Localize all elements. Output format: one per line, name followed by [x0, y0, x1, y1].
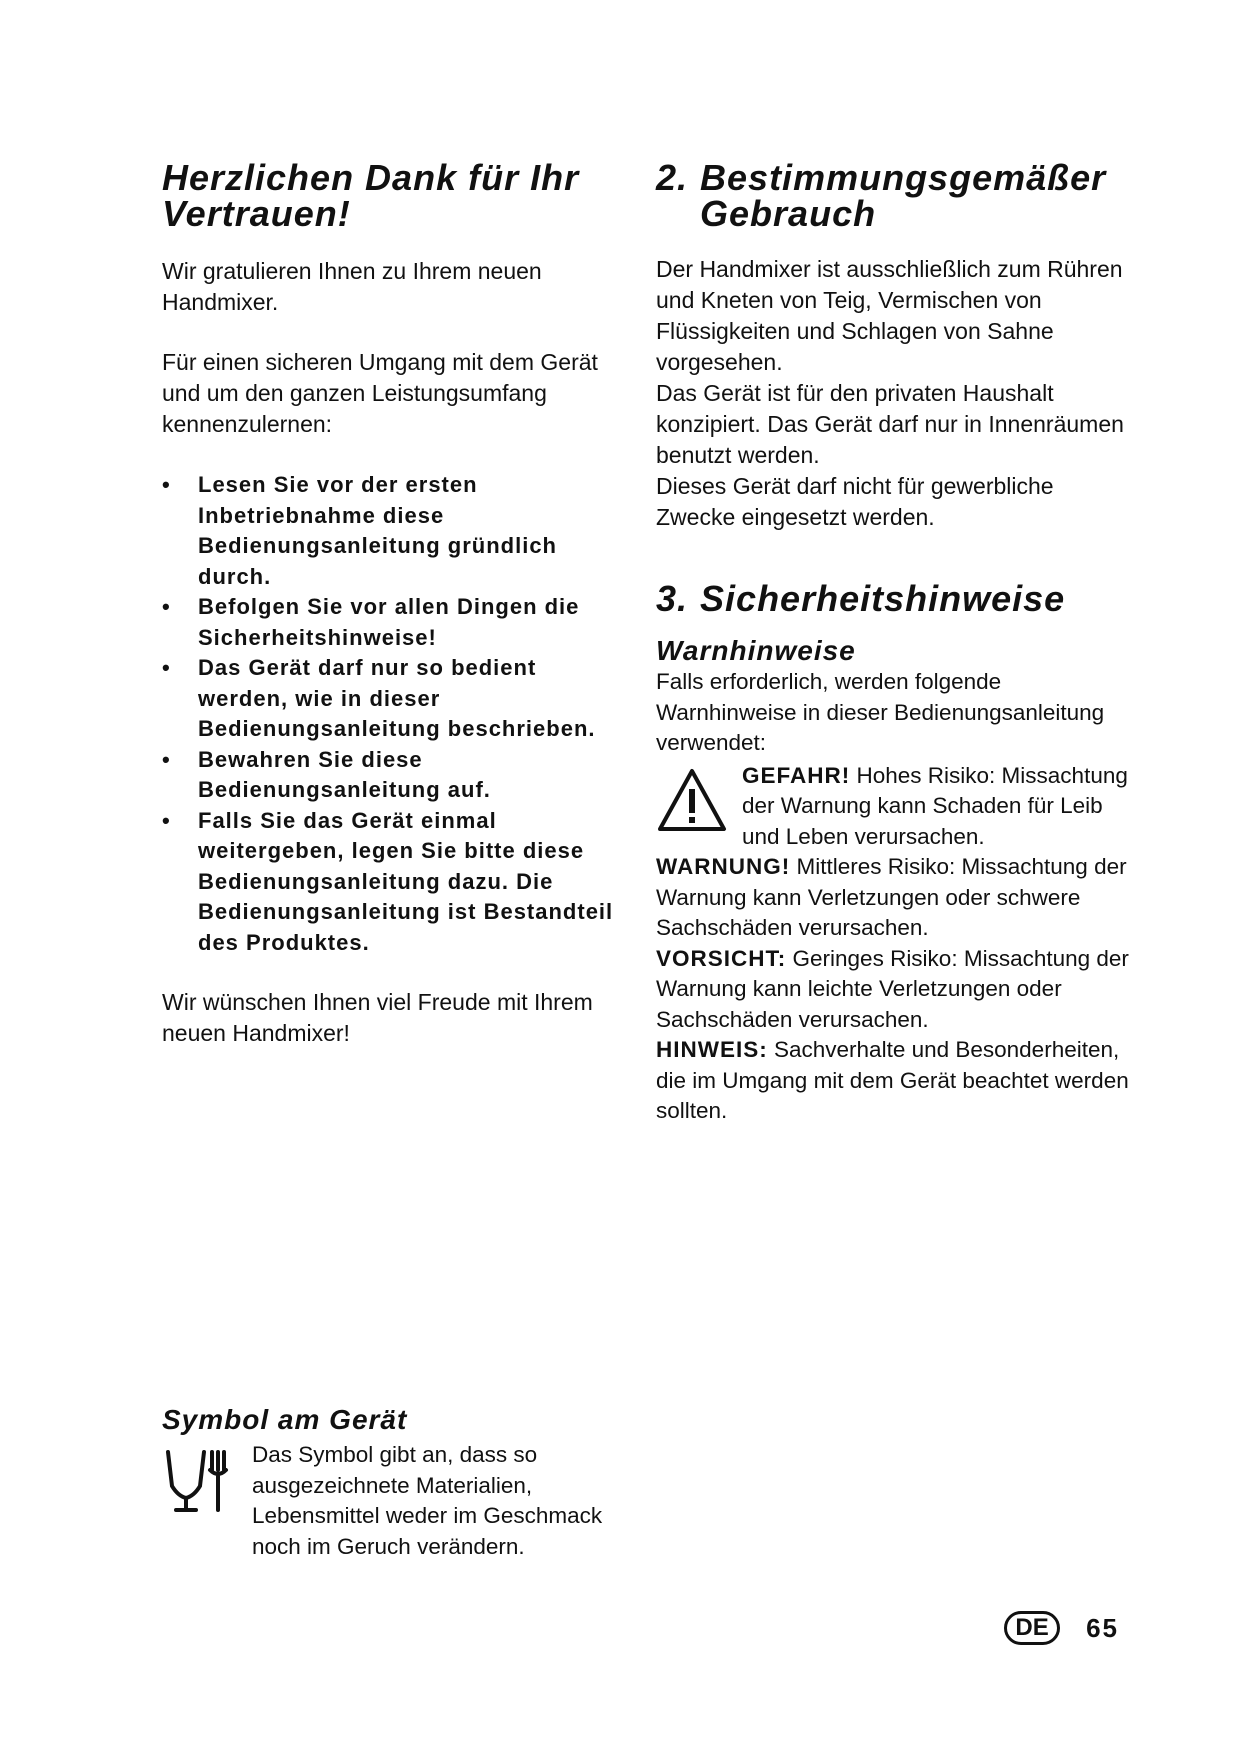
closing-paragraph: Wir wünschen Ihnen viel Freude mit Ihrem neuen Handmixer!: [162, 989, 593, 1046]
list-item: • Lesen Sie vor der ersten Inbetriebnahme diese Bedienungsanleitung gründlich durch.: [162, 472, 557, 589]
symbol-description: Das Symbol gibt an, dass so ausgezeichnete Materialien, Lebensmittel weder im Geschmack noch im Geruch verändern.: [252, 1442, 603, 1559]
symbol-heading: Symbol am Gerät: [162, 1404, 408, 1435]
warning-notice: WARNUNG! Mittleres Risiko: Missachtung der Warnung kann Verletzungen oder schwere Sachschäden verursachen.: [656, 854, 1127, 940]
page-number: 65: [1086, 1612, 1119, 1643]
caution-notice: VORSICHT: Geringes Risiko: Missachtung der Warnung kann leichte Verletzungen oder Sachschäden verursachen.: [656, 945, 1129, 1032]
note-notice: HINWEIS: Sachverhalte und Besonderheiten, die im Umgang mit dem Gerät beachtet werden sollten.: [656, 1037, 1129, 1123]
list-item: • Falls Sie das Gerät einmal weitergeben, legen Sie bitte diese Bedienungsanleitung dazu. Die Bedienungsanleitung ist Bestandteil des Produktes.: [162, 807, 614, 955]
instructions-list: [162, 470, 632, 958]
language-badge: DE: [1004, 1611, 1060, 1645]
warning-triangle-icon: [656, 761, 742, 853]
section-2-paragraph-1: Der Handmixer ist ausschließlich zum Rühren und Kneten von Teig, Vermischen von Flüssigkeiten und Schlagen von Sahne vorgesehen.: [656, 256, 1123, 375]
food-safe-glass-fork-icon: [162, 1440, 252, 1562]
intro-paragraph: Wir gratulieren Ihnen zu Ihrem neuen Handmixer.: [162, 258, 542, 315]
section-2-paragraph-3: Dieses Gerät darf nicht für gewerbliche Zwecke eingesetzt werden.: [656, 473, 1054, 530]
list-item: • Das Gerät darf nur so bedient werden, wie in dieser Bedienungsanleitung beschrieben.: [162, 655, 596, 741]
lead-paragraph: Für einen sicheren Umgang mit dem Gerät und um den ganzen Leistungsumfang kennenzulernen:: [162, 349, 598, 437]
section-2-paragraph-2: Das Gerät ist für den privaten Haushalt konzipiert. Das Gerät darf nur in Innenräumen benutzt werden.: [656, 380, 1124, 468]
left-column: [162, 157, 632, 1049]
list-item: • Befolgen Sie vor allen Dingen die Sicherheitshinweise!: [162, 594, 580, 650]
symbol-section: [162, 1404, 642, 1562]
page-title: Herzlichen Dank für Ihr Vertrauen!: [162, 157, 580, 234]
warnings-intro: Falls erforderlich, werden folgende Warnhinweise in dieser Bedienungsanleitung verwendet:: [656, 669, 1105, 755]
section-2-heading: 2. Bestimmungsgemäßer Gebrauch: [656, 157, 1107, 234]
right-column: [656, 157, 1136, 1127]
danger-notice: GEFAHR! Hohes Risiko: Missachtung der Warnung kann Schaden für Leib und Leben verursachen.: [742, 762, 1128, 849]
warnings-subheading: Warnhinweise: [656, 635, 856, 666]
list-item: • Bewahren Sie diese Bedienungsanleitung auf.: [162, 746, 491, 802]
page-footer: [1004, 1611, 1119, 1645]
section-3-heading: 3. Sicherheitshinweise: [656, 578, 1066, 619]
